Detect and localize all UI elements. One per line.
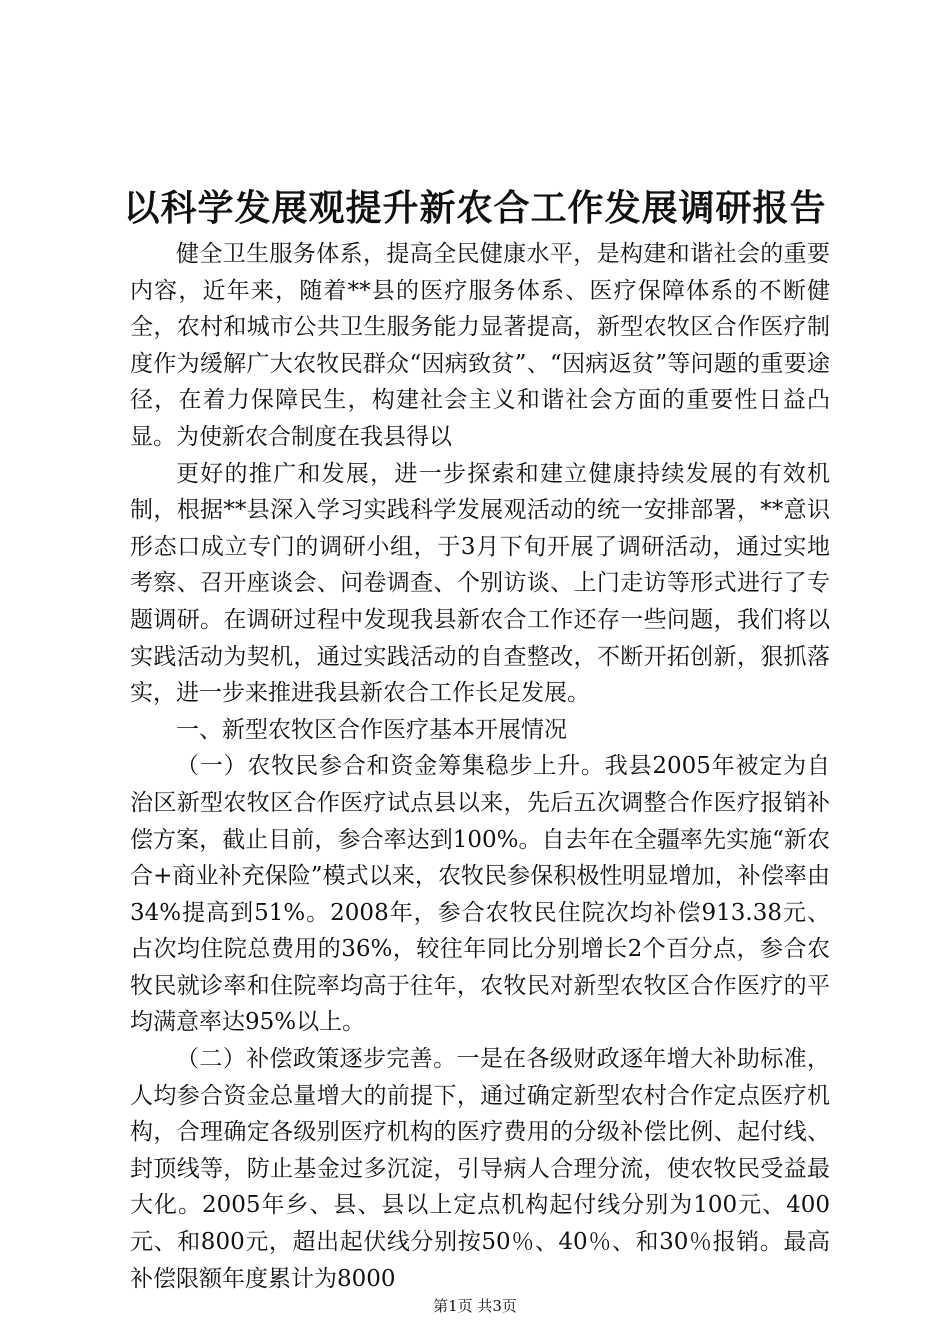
paragraph-compensation: （二）补偿政策逐步完善。一是在各级财政逐年增大补助标准，人均参合资金总量增大的前提下，通过确定新型农村合作定点医疗机构，合理确定各级别医疗机构的医疗费用的分级补偿比例、起付线、封顶线等，防止基金过多沉淀，引导病人合理分流，使农牧民受益最大化。2005年乡、县、县以上定点机构起付线分别为100元、400元、和800元，超出起伏线分别按50％、40％、和30％报销。最高补偿限额年度累计为8000 [130, 1046, 830, 1292]
paragraph-intro: 健全卫生服务体系，提高全民健康水平，是构建和谐社会的重要内容，近年来，随着**县的医疗服务体系、医疗保障体系的不断健全，农村和城市公共卫生服务能力显著提高，新型农牧区合作医疗制度作为缓解广大农牧民群众“因病致贫”、“因病返贫”等问题的重要途径，在着力保障民生，构建社会主义和谐社会方面的重要性日益凸显。为使新农合制度在我县得以 [130, 241, 830, 450]
paragraph-participation: （一）农牧民参合和资金筹集稳步上升。我县2005年被定为自治区新型农牧区合作医疗试点县以来，先后五次调整合作医疗报销补偿方案，截止目前，参合率达到100%。自去年在全疆率先实施“新农合+商业补充保险”模式以来，农牧民参保积极性明显增加，补偿率由34%提高到51%。2008年，参合农牧民住院次均补偿913.38元、占次均住院总费用的36%，较往年同比分别增长2个百分点，参合农牧民就诊率和住院率均高于往年，农牧民对新型农牧区合作医疗的平均满意率达95%以上。 [130, 753, 830, 1036]
page-number: 第1页 共3页 [433, 1297, 517, 1315]
document-body [130, 236, 830, 1297]
document-title: 以科学发展观提升新农合工作发展调研报告 [123, 187, 827, 229]
section-heading: 一、新型农牧区合作医疗基本开展情况 [176, 716, 567, 743]
paragraph-purpose: 更好的推广和发展，进一步探索和建立健康持续发展的有效机制，根据**县深入学习实践科学发展观活动的统一安排部署，**意识形态口成立专门的调研小组，于3月下旬开展了调研活动，通过实地考察、召开座谈会、问卷调查、个别访谈、上门走访等形式进行了专题调研。在调研过程中发现我县新农合工作还存一些问题，我们将以实践活动为契机，通过实践活动的自查整改，不断开拓创新，狠抓落实，进一步来推进我县新农合工作长足发展。 [130, 460, 830, 707]
